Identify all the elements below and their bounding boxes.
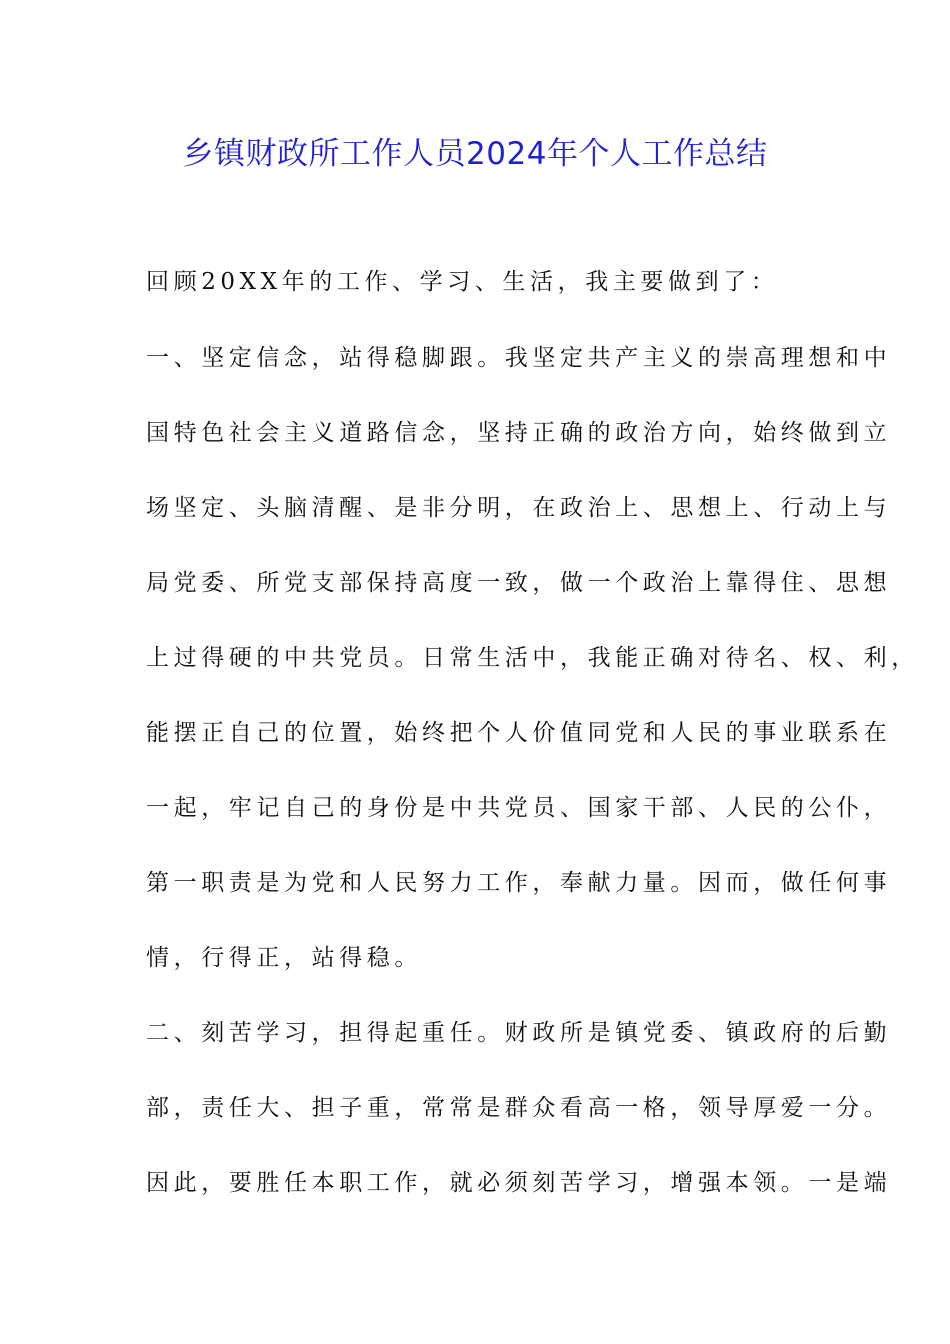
body-line: 场坚定、头脑清醒、是非分明，在政治上、思想上、行动上与 <box>146 495 892 521</box>
body-line: 一、坚定信念，站得稳脚跟。我坚定共产主义的崇高理想和中 <box>146 345 892 371</box>
body-line: 上过得硬的中共党员。日常生活中，我能正确对待名、权、利， <box>146 645 919 671</box>
body-line: 能摆正自己的位置，始终把个人价值同党和人民的事业联系在 <box>146 720 892 746</box>
body-line: 第一职责是为党和人民努力工作，奉献力量。因而，做任何事 <box>146 870 892 896</box>
body-line: 部，责任大、担子重，常常是群众看高一格，领导厚爱一分。 <box>146 1095 892 1121</box>
body-line: 一起，牢记自己的身份是中共党员、国家干部、人民的公仆， <box>146 795 892 821</box>
document-title: 乡镇财政所工作人员2024年个人工作总结 <box>182 136 768 172</box>
body-line: 回顾20XX年的工作、学习、生活，我主要做到了： <box>146 269 779 295</box>
body-line: 国特色社会主义道路信念，坚持正确的政治方向，始终做到立 <box>146 420 892 446</box>
body-line: 情，行得正，站得稳。 <box>146 945 422 971</box>
body-line: 因此，要胜任本职工作，就必须刻苦学习，增强本领。一是端 <box>146 1170 892 1196</box>
body-line: 二、刻苦学习，担得起重任。财政所是镇党委、镇政府的后勤 <box>146 1020 892 1046</box>
body-line: 局党委、所党支部保持高度一致，做一个政治上靠得住、思想 <box>146 570 892 596</box>
